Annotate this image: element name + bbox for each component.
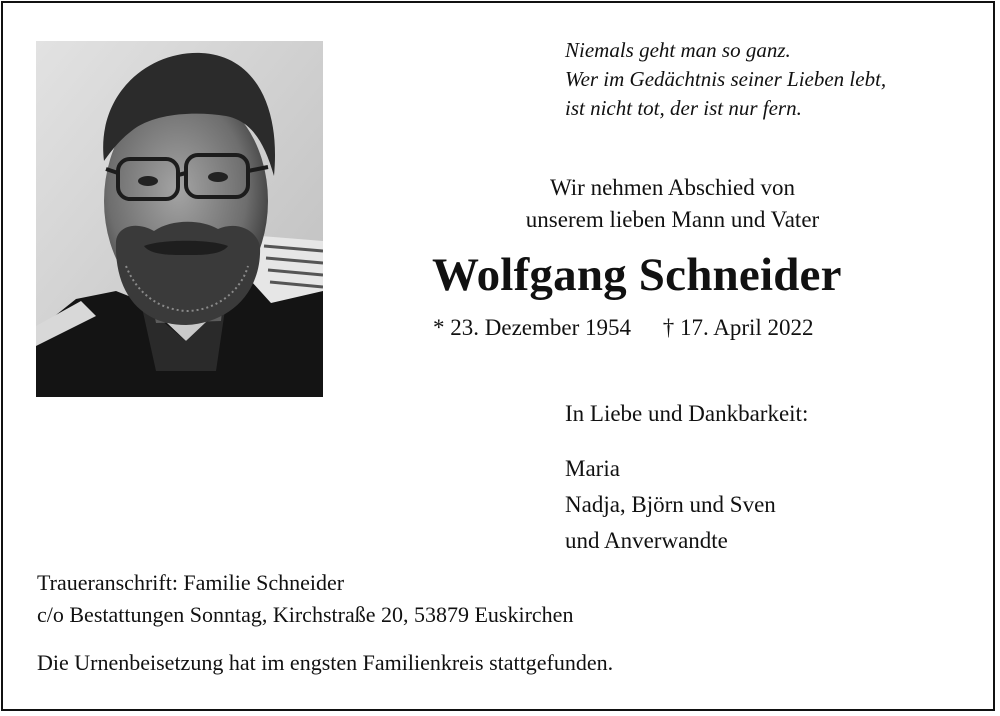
address-line: Traueranschrift: Familie Schneider <box>37 570 345 595</box>
mourners-list <box>565 451 776 559</box>
poem-line: Niemals geht man so ganz. <box>565 38 791 62</box>
memorial-poem <box>565 36 985 123</box>
mourner-name: Nadja, Björn und Sven <box>565 492 776 517</box>
mourners-heading: In Liebe und Dankbarkeit: <box>565 401 809 426</box>
condolence-address <box>37 567 573 631</box>
poem-line: ist nicht tot, der ist nur fern. <box>565 96 802 120</box>
life-dates <box>433 313 814 343</box>
burial-note: Die Urnenbeisetzung hat im engsten Familienkreis stattgefunden. <box>37 650 614 675</box>
intro-line: Wir nehmen Abschied von <box>550 175 795 200</box>
death-date: † 17. April 2022 <box>662 315 814 340</box>
poem-line: Wer im Gedächtnis seiner Lieben lebt, <box>565 67 887 91</box>
deceased-name: Wolfgang Schneider <box>432 249 842 301</box>
farewell-intro <box>400 172 945 236</box>
mourner-name: und Anverwandte <box>565 528 728 553</box>
address-line: c/o Bestattungen Sonntag, Kirchstraße 20, 53879 Euskirchen <box>37 602 574 627</box>
portrait-photo <box>36 41 323 397</box>
intro-line: unserem lieben Mann und Vater <box>525 207 820 232</box>
mourner-name: Maria <box>565 456 620 481</box>
birth-date: * 23. Dezember 1954 <box>433 315 631 340</box>
